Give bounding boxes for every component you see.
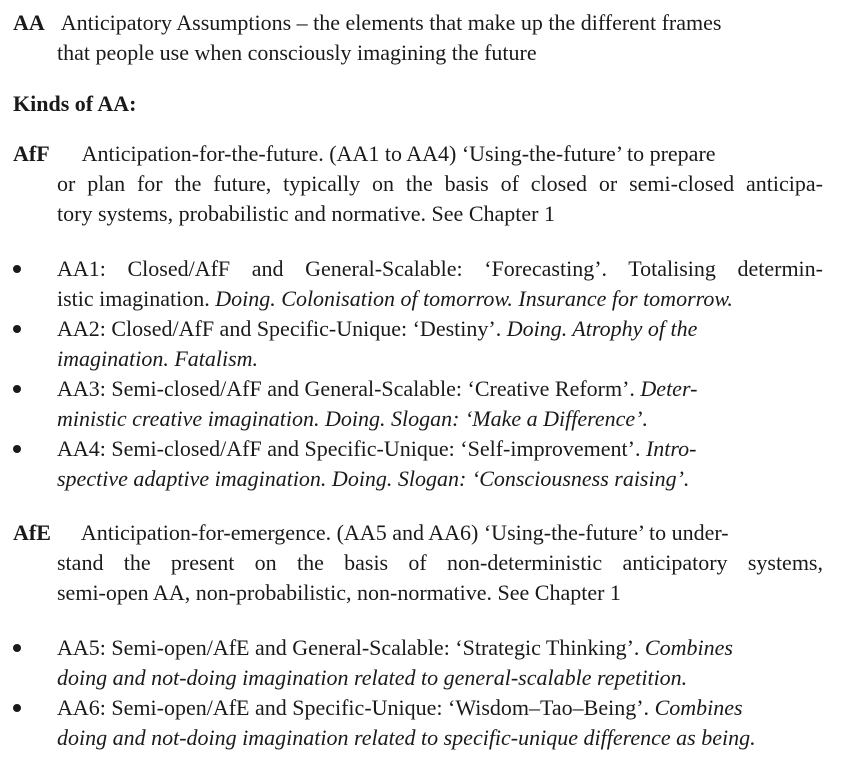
list-item-aa2-line2: imagination. Fatalism. bbox=[57, 346, 259, 371]
list-item-aa3-line1: AA3: Semi-closed/AfF and General-Scalable: ‘Creative Reform’. Deter- bbox=[57, 376, 698, 401]
bullet-aa2 bbox=[13, 325, 21, 333]
list-item-aa5-line1: AA5: Semi-open/AfE and General-Scalable: ‘Strategic Thinking’. Combines bbox=[57, 635, 733, 660]
bullet-aa1 bbox=[13, 265, 21, 273]
list-item-aa4-line1: AA4: Semi-closed/AfF and Specific-Unique: ‘Self-improvement’. Intro- bbox=[57, 436, 697, 461]
definition-aff-line2: or plan for the future, typically on the basis of closed or semi-closed anticipa- bbox=[57, 171, 823, 196]
definition-afe-line3: semi-open AA, non-probabilistic, non-normative. See Chapter 1 bbox=[57, 580, 621, 605]
list-item-aa6-line2: doing and not-doing imagination related to specific-unique difference as being. bbox=[57, 725, 756, 750]
list-item-aa3-line2: ministic creative imagination. Doing. Slogan: ‘Make a Difference’. bbox=[57, 406, 649, 431]
definition-aff-line3: tory systems, probabilistic and normative. See Chapter 1 bbox=[57, 201, 555, 226]
definition-afe-text: Anticipation-for-emergence. (AA5 and AA6) ‘Using-the-future’ to under- bbox=[80, 520, 729, 545]
definition-aa bbox=[13, 8, 823, 38]
definition-aff-text: Anticipation-for-the-future. (AA1 to AA4) ‘Using-the-future’ to prepare bbox=[81, 141, 716, 166]
definition-aa-line2: that people use when consciously imagining the future bbox=[57, 40, 537, 65]
term-aa: AA bbox=[13, 10, 45, 35]
definition-afe bbox=[13, 518, 823, 548]
bullet-aa5 bbox=[13, 644, 21, 652]
list-item-aa1-line2: istic imagination. Doing. Colonisation of tomorrow. Insurance for tomorrow. bbox=[57, 286, 733, 311]
bullet-aa3 bbox=[13, 385, 21, 393]
list-item-aa1-line1: AA1: Closed/AfF and General-Scalable: ‘Forecasting’. Totalising determin- bbox=[57, 256, 823, 281]
definition-aa-text: Anticipatory Assumptions – the elements that make up the different frames bbox=[60, 10, 722, 35]
list-item-aa5-line2: doing and not-doing imagination related to general-scalable repetition. bbox=[57, 665, 688, 690]
term-aff: AfF bbox=[13, 141, 50, 166]
list-item-aa6-line1: AA6: Semi-open/AfE and Specific-Unique: ‘Wisdom–Tao–Being’. Combines bbox=[57, 695, 743, 720]
kinds-heading: Kinds of AA: bbox=[13, 91, 137, 116]
list-item-aa4-line2: spective adaptive imagination. Doing. Slogan: ‘Consciousness raising’. bbox=[57, 466, 690, 491]
list-item-aa2-line1: AA2: Closed/AfF and Specific-Unique: ‘Destiny’. Doing. Atrophy of the bbox=[57, 316, 698, 341]
bullet-aa4 bbox=[13, 445, 21, 453]
term-afe: AfE bbox=[13, 520, 51, 545]
bullet-aa6 bbox=[13, 704, 21, 712]
definition-aff bbox=[13, 139, 823, 169]
definition-afe-line2: stand the present on the basis of non-deterministic anticipatory systems, bbox=[57, 550, 823, 575]
